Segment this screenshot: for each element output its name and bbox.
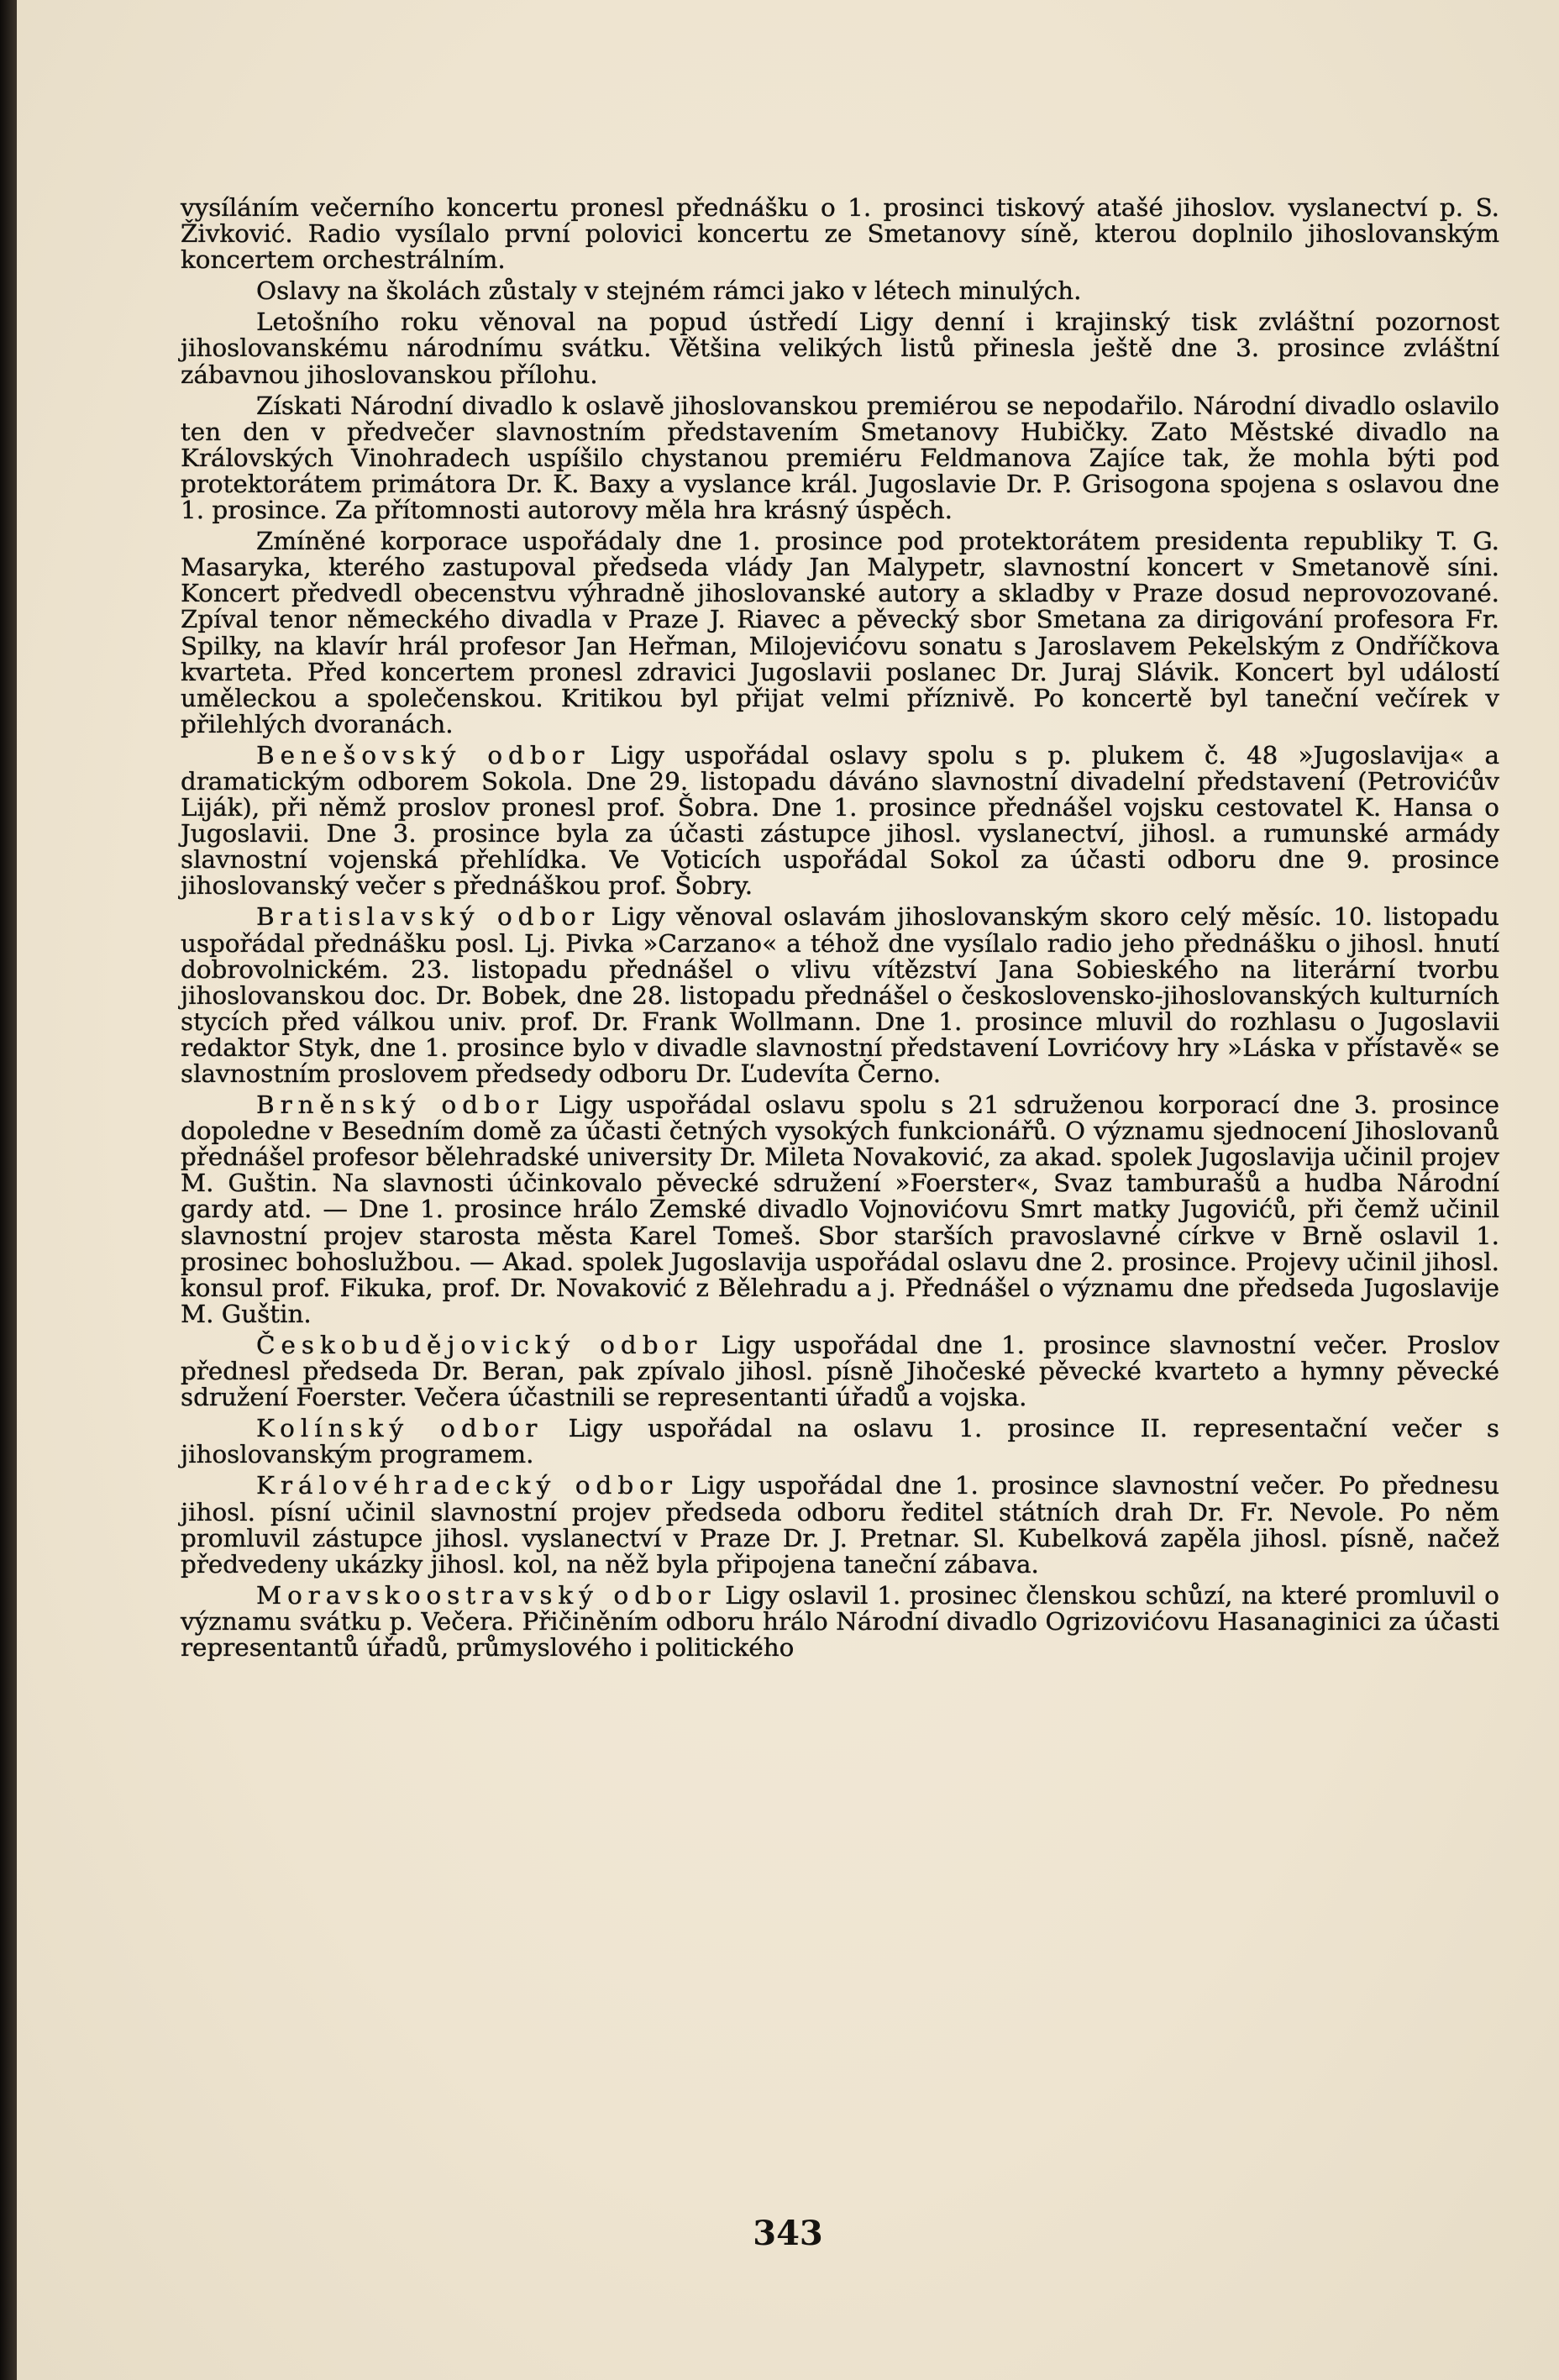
article-body bbox=[181, 195, 1499, 1666]
paragraph-ceske-budejovice: Českobudějovický odbor Ligy uspořádal dne 1. prosince slavnostní večer. Proslov přednesl předseda Dr. Beran, pak zpívalo jihosl. písně Jihočeské pěvecké kvarteto a hymny pěvecké sdružení Foerster. Večera účastnili se representanti úřadů a vojska. bbox=[181, 1330, 1499, 1412]
paragraph-school-celebrations: Oslavy na školách zůstaly v stejném rámci jako v létech minulých. bbox=[256, 276, 1082, 306]
paragraph-theatre: Získati Národní divadlo k oslavě jihoslovanskou premiérou se nepodařilo. Národní divadlo oslavilo ten den v předvečer slavnostním představením Smetanovy Hubičky. Zato Městské divadlo na Královských Vinohradech uspíšilo chystanou premiéru Feldmanova Zajíce tak, že mohla býti pod protektorátem primátora Dr. K. Baxy a vyslance král. Jugoslavie Dr. P. Grisogona spojena s oslavou dne 1. prosince. Za přítomnosti autorovy měla hra krásný úspěch. bbox=[181, 391, 1499, 525]
branch-name: Bratislavský odbor bbox=[256, 902, 601, 932]
paragraph-concert: Zmíněné korporace uspořádaly dne 1. prosince pod protektorátem presidenta republiky T. G. Masaryka, kterého zastupoval předseda vlády Jan Malypetr, slavnostní koncert v Smetanově síni. Koncert předvedl obecenstvu výhradně jihoslovanské autory a skladby v Praze dosud neprovozované. Zpíval tenor německého divadla v Praze J. Riavec a pěvecký sbor Smetana za dirigování profesora Fr. Spilky, na klavír hrál profesor Jan Heřman, Milojevićovu sonatu s Jaroslavem Pekelským z Ondříčkova kvarteta. Před koncertem pronesl zdravici Jugoslavii poslanec Dr. Juraj Slávik. Koncert byl událostí uměleckou a společenskou. Kritikou byl přijat velmi příznivě. Po koncertě byl taneční večírek v přilehlých dvoranách. bbox=[181, 527, 1499, 738]
book-binding-edge bbox=[0, 0, 17, 2380]
paragraph-continuation: vysíláním večerního koncertu pronesl přednášku o 1. prosinci tiskový atašé jihoslov. vyslanectví p. S. Živković. Radio vysílalo první polovici koncertu ze Smetanovy síně, kterou doplnilo jihoslovanským koncertem orchestrálním. bbox=[181, 193, 1499, 275]
branch-name: Brněnský odbor bbox=[256, 1090, 544, 1120]
paragraph-brno: Brněnský odbor Ligy uspořádal oslavu spolu s 21 sdruženou korporací dne 3. prosince dopoledne v Besedním domě za účasti četných vysokých funkcionářů. O významu sjednocení Jihoslovanů přednášel profesor bělehradské university Dr. Mileta Novaković, za akad. spolek Jugoslavija učinil projev M. Guštin. Na slavnosti účinkovalo pěvecké sdružení »Foerster«, Svaz tamburašů a hudba Národní gardy atd. — Dne 1. prosince hrálo Zemské divadlo Vojnovićovu Smrt matky Jugovićů, při čemž učinil slavnostní projev starosta města Karel Tomeš. Sbor starších pravoslavné církve v Brně oslavil 1. prosinec bohoslužbou. — Akad. spolek Jugoslavija uspořádal oslavu dne 2. prosince. Projevy učinil jihosl. konsul prof. Fikuka, prof. Dr. Novaković z Bělehradu a j. Přednášel o významu dne předseda Jugoslavije M. Guštin. bbox=[181, 1090, 1499, 1328]
paragraph-hradec-kralove: Královéhradecký odbor Ligy uspořádal dne 1. prosince slavnostní večer. Po přednesu jihosl. písní učinil slavnostní projev předseda odboru ředitel státních drah Dr. Fr. Nevole. Po něm promluvil zástupce jihosl. vyslanectví v Praze Dr. J. Pretnar. Sl. Kubelková zapěla jihosl. písně, načež předvedeny ukázky jihosl. kol, na něž byla připojena taneční zábava. bbox=[181, 1471, 1499, 1579]
branch-name: Českobudějovický odbor bbox=[256, 1330, 703, 1359]
paragraph-kolin: Kolínský odbor Ligy uspořádal na oslavu 1. prosince II. representační večer s jihoslovanským programem. bbox=[181, 1414, 1499, 1469]
branch-name: Moravskoostravský odbor bbox=[256, 1580, 717, 1610]
paragraph-moravska-ostrava: Moravskoostravský odbor Ligy oslavil 1. prosinec členskou schůzí, na které promluvil o významu svátku p. Večera. Přičiněním odboru hrálo Národní divadlo Ogrizovićovu Hasanaginici za účasti representantů úřadů, průmyslového i politického bbox=[181, 1580, 1499, 1662]
branch-name: Benešovský odbor bbox=[256, 740, 591, 770]
paragraph-press: Letošního roku věnoval na popud ústředí Ligy denní i krajinský tisk zvláštní pozornost jihoslovanskému národnímu svátku. Většina velikých listů přinesla ještě dne 3. prosince zvláštní zábavnou jihoslovanskou přílohu. bbox=[181, 307, 1499, 389]
paragraph-benesov: Benešovský odbor Ligy uspořádal oslavy spolu s p. plukem č. 48 »Jugoslavija« a dramatickým odborem Sokola. Dne 29. listopadu dáváno slavnostní divadelní představení (Petrovićův Liják), při němž proslov pronesl prof. Šobra. Dne 1. prosince přednášel vojsku cestovatel K. Hansa o Jugoslavii. Dne 3. prosince byla za účasti zástupce jihosl. vyslanectví, jihosl. a rumunské armády slavnostní vojenská přehlídka. Ve Voticích uspořádal Sokol za účasti odboru dne 9. prosince jihoslovanský večer s přednáškou prof. Šobry. bbox=[181, 740, 1499, 901]
paragraph-bratislava: Bratislavský odbor Ligy věnoval oslavám jihoslovanským skoro celý měsíc. 10. listopadu uspořádal přednášku posl. Lj. Pivka »Carzano« a téhož dne vysílalo radio jeho přednášku o jihosl. hnutí dobrovolnickém. 23. listopadu přednášel o vlivu vítězství Jana Sobieského na literární tvorbu jihoslovanskou doc. Dr. Bobek, dne 28. listopadu přednášel o československo-jihoslovanských kulturních stycích před válkou univ. prof. Dr. Frank Wollmann. Dne 1. prosince mluvil do rozhlasu o Jugoslavii redaktor Styk, dne 1. prosince bylo v divadle slavnostní představení Lovrićovy hry »Láska v přístavě« se slavnostním proslovem předsedy odboru Dr. Ľudevíta Černo. bbox=[181, 902, 1499, 1088]
page-number: 343 bbox=[753, 2214, 823, 2253]
book-page bbox=[17, 0, 1559, 2380]
branch-name: Královéhradecký odbor bbox=[256, 1471, 678, 1500]
branch-name: Kolínský odbor bbox=[256, 1414, 543, 1443]
